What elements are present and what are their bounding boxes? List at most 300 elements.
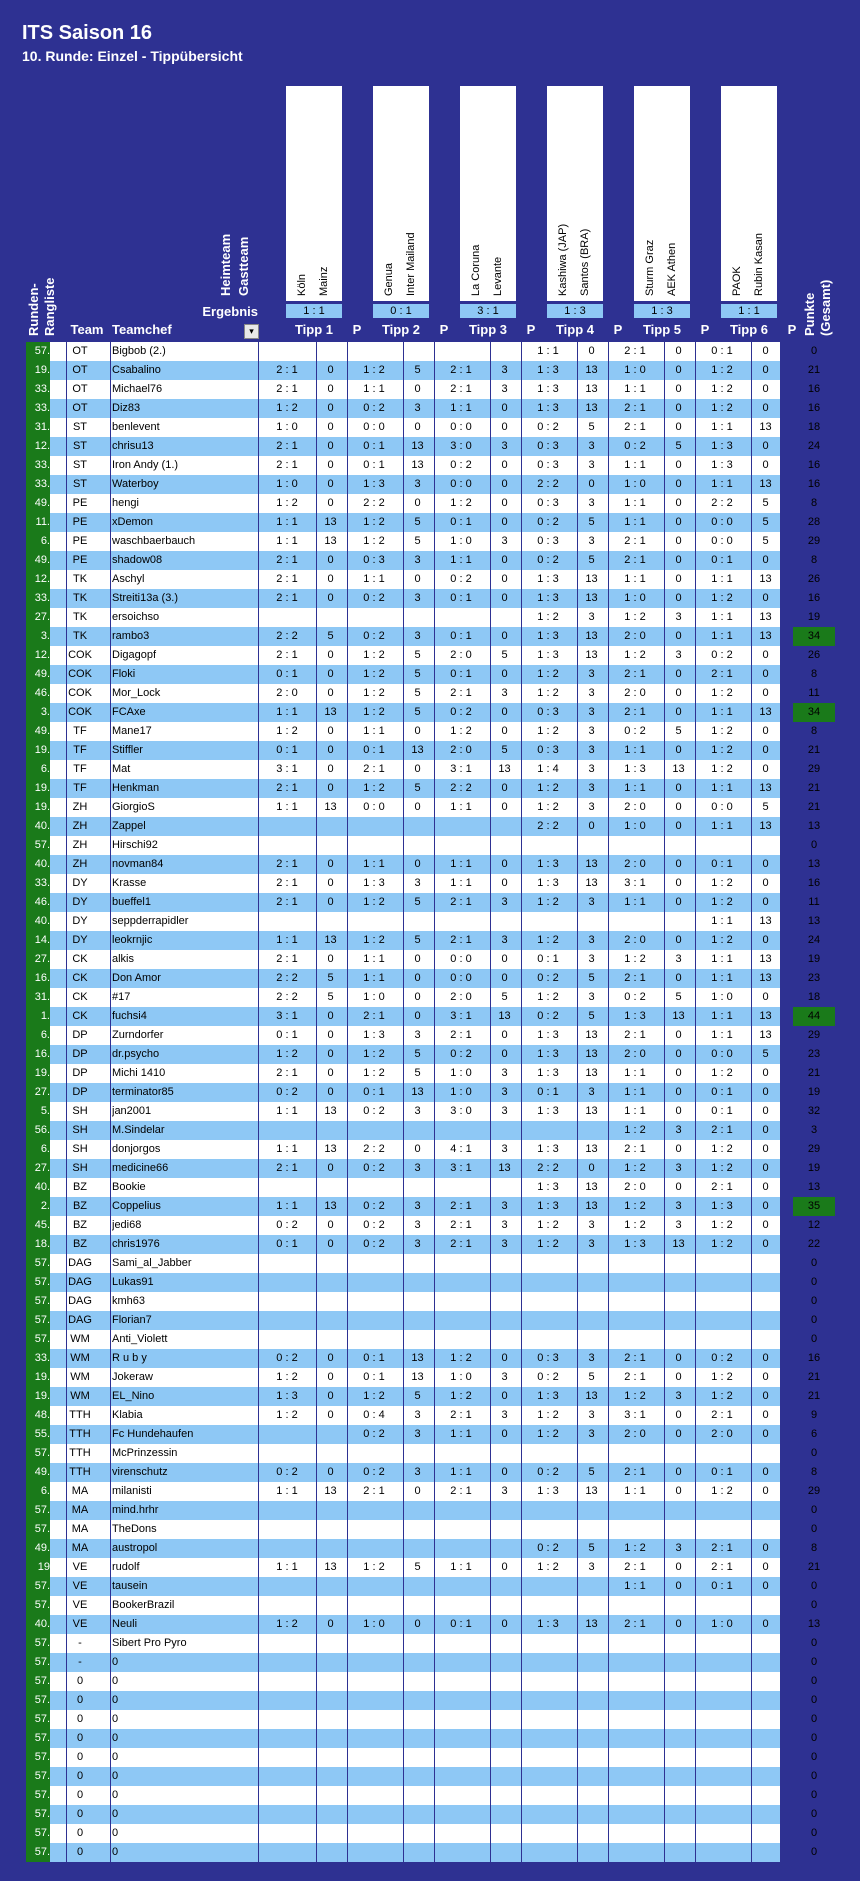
tip-points-cell [664,1748,693,1767]
tip-cell [521,1273,575,1292]
tip-points-cell: 5 [327,972,334,984]
total-points-cell: 0 [810,1276,818,1288]
tip-cell: 1 : 3 [711,440,733,452]
tip-cell [695,1311,749,1330]
points-label: P [613,322,623,337]
tip-points-cell [403,1748,432,1767]
tip-points-cell [490,342,519,361]
tip-cell [260,1767,314,1786]
tip-points-cell [751,1824,780,1843]
tip-cell: 2 : 0 [624,630,646,642]
tip-cell [434,608,488,627]
tip-cell: 0 : 1 [450,1618,472,1630]
tip-cell: 0 : 1 [537,953,559,965]
tip-points-cell: 13 [672,763,685,775]
tip-cell: 1 : 2 [363,706,385,718]
tip-points-cell: 3 [414,1238,421,1250]
tip-cell: 2 : 1 [624,706,646,718]
tip-points-cell: 3 [501,1219,508,1231]
tip-cell [347,1292,401,1311]
total-points-cell: 44 [793,1007,835,1026]
total-points-cell: 0 [810,1257,818,1269]
tip-cell: 0 : 1 [363,440,385,452]
tip-cell [434,1596,488,1615]
tip-cell: 1 : 1 [711,1010,733,1022]
tip-points-cell [316,1653,345,1672]
tip-cell: 2 : 1 [276,858,298,870]
rank-cell: 57. [26,1786,50,1805]
tip-points-cell: 13 [411,459,424,471]
tip-points-cell: 3 [588,535,595,547]
tip-cell: 1 : 1 [624,782,646,794]
team-cell: COK [68,668,92,680]
table-row [26,1710,818,1729]
table-row [26,703,821,722]
tip-points-cell: 0 [762,877,769,889]
total-points-cell: 0 [810,1846,818,1858]
tip-points-cell [316,1748,345,1767]
team-cell: BZ [72,1219,88,1231]
tip-points-cell [403,1634,432,1653]
total-points-cell: 0 [810,1675,818,1687]
team-cell: BZ [72,1181,88,1193]
tip-points-cell: 3 [588,687,595,699]
tip-points-cell: 0 [675,1428,682,1440]
team-cell: SH [72,1124,88,1136]
teamchef-cell: 0 [112,1751,119,1763]
rank-cell: 11. [26,513,50,532]
total-points-cell: 21 [807,1371,821,1383]
tip-points-cell: 5 [588,554,595,566]
tip-cell [695,1596,749,1615]
column-divider [347,342,348,1862]
tip-cell [521,1748,575,1767]
rank-cell: 46. [26,893,50,912]
team-cell: COK [68,649,92,661]
rank-cell: 6. [26,1026,50,1045]
total-points-cell: 24 [807,934,821,946]
tip-points-cell: 0 [327,896,334,908]
tip-points-cell: 13 [585,364,598,376]
table-row [26,779,821,798]
tip-cell: 2 : 1 [450,383,472,395]
tip-cell [347,1634,401,1653]
table-row [26,1216,821,1235]
tip-points-cell: 13 [585,1181,598,1193]
tip-points-cell: 0 [762,1143,769,1155]
tip-points-cell: 0 [414,858,421,870]
tip-cell [347,1729,401,1748]
tip-points-cell: 0 [675,630,682,642]
tip-cell: 2 : 0 [450,744,472,756]
tip-cell [347,1805,401,1824]
match-header-box [460,86,516,301]
tip-cell: 1 : 1 [276,934,298,946]
table-row [26,1349,821,1368]
tip-cell [695,1292,749,1311]
tip-points-cell: 0 [327,592,334,604]
tip-points-cell [316,1330,345,1349]
tip-points-cell: 5 [414,1561,421,1573]
total-points-cell: 21 [807,744,821,756]
tip-cell: 0 : 2 [363,630,385,642]
tip-points-cell: 0 [762,896,769,908]
table-row [26,1178,821,1197]
filter-dropdown-button[interactable]: ▾ [244,324,259,339]
rank-cell: 19. [26,741,50,760]
tip-points-cell [490,1292,519,1311]
tip-cell: 1 : 1 [363,858,385,870]
tip-points-cell: 0 [327,1067,334,1079]
column-divider [110,342,111,1862]
tip-cell: 1 : 2 [624,1390,646,1402]
tip-cell: 1 : 1 [624,1105,646,1117]
teamchef-cell: mind.hrhr [112,1504,159,1516]
tip-points-cell [403,1767,432,1786]
total-points-cell: 34 [793,627,835,646]
tip-points-cell [403,342,432,361]
table-row [26,1482,821,1501]
teamchef-cell: Digagopf [112,649,157,661]
total-points-cell: 24 [807,440,821,452]
tip-cell: 2 : 2 [537,820,559,832]
tip-points-cell: 13 [585,1390,598,1402]
column-divider [258,342,259,1862]
teamchef-cell: BookerBrazil [112,1599,175,1611]
tip-points-cell: 0 [501,1048,508,1060]
tip-cell: 1 : 1 [276,1143,298,1155]
tip-points-cell [316,1520,345,1539]
team-cell: ST [72,459,88,471]
column-gap [780,342,792,1862]
tip-points-cell: 0 [675,934,682,946]
tip-points-cell: 13 [324,706,337,718]
tip-cell [260,608,314,627]
tip-points-cell: 5 [675,725,682,737]
tip-points-cell: 0 [675,1580,682,1592]
tip-points-cell: 3 [501,1371,508,1383]
tip-points-cell: 3 [414,402,421,414]
total-points-cell: 13 [807,858,821,870]
tip-cell: 1 : 1 [276,706,298,718]
tip-points-cell [490,1273,519,1292]
total-points-cell: 32 [807,1105,821,1117]
tip-cell [260,817,314,836]
tip-cell [695,1672,749,1691]
tip-cell: 2 : 1 [624,1561,646,1573]
tip-points-cell [316,608,345,627]
tip-points-cell: 0 [762,1124,769,1136]
rank-cell: 27. [26,950,50,969]
tip-points-cell [316,912,345,931]
tip-cell: 1 : 2 [363,1390,385,1402]
tip-points-cell: 0 [501,554,508,566]
tip-points-cell [316,1501,345,1520]
rank-cell: 3. [26,703,50,722]
tip-points-cell: 3 [501,1105,508,1117]
table-row [26,1615,821,1634]
tip-points-cell [490,1653,519,1672]
rank-cell: 19. [26,779,50,798]
tip-points-cell: 0 [327,383,334,395]
teamchef-cell: Jokeraw [112,1371,153,1383]
gastteam-label: Gastteam [236,236,251,296]
tip-cell: 3 : 1 [450,763,472,775]
team-cell: TTH [69,1409,91,1421]
tip-cell: 0 : 3 [537,744,559,756]
points-label: P [700,322,710,337]
tip-cell: 1 : 2 [363,934,385,946]
rank-cell: 49. [26,1539,50,1558]
teamchef-cell: Zappel [112,820,146,832]
tip-cell: 2 : 1 [624,535,646,547]
tip-cell [260,912,314,931]
tip-points-cell [403,817,432,836]
rank-cell: 19. [26,798,50,817]
tip-points-cell: 13 [585,649,598,661]
tip-cell [347,1767,401,1786]
team-cell: ZH [72,801,88,813]
tip-cell: 0 : 0 [450,421,472,433]
rank-cell: 40. [26,1178,50,1197]
tip-points-cell [316,342,345,361]
team-cell: 0 [76,1789,84,1801]
tip-points-cell: 0 [675,668,682,680]
rank-cell: 19. [26,1387,50,1406]
tip-points-cell: 0 [327,953,334,965]
tip-cell: 2 : 1 [276,1067,298,1079]
tip-points-cell: 13 [498,1010,511,1022]
tip-points-cell: 5 [501,744,508,756]
tip-points-cell: 0 [675,478,682,490]
tip-points-cell [490,1311,519,1330]
team-cell: VE [72,1599,88,1611]
tip-points-cell: 13 [411,1371,424,1383]
tip-points-cell: 0 [675,364,682,376]
tip-cell: 2 : 1 [450,1485,472,1497]
tip-cell: 2 : 0 [624,801,646,813]
teamchef-cell: 0 [112,1675,119,1687]
tip-cell: 1 : 2 [711,364,733,376]
tip-cell: 2 : 0 [276,687,298,699]
table-row [26,893,820,912]
table-row [26,1311,818,1330]
tip-points-cell: 0 [327,459,334,471]
total-points-cell: 21 [807,1067,821,1079]
tip-cell: 2 : 1 [363,763,385,775]
column-divider [403,342,404,1862]
tip-cell [260,1330,314,1349]
tip-cell: 2 : 1 [450,1029,472,1041]
tip-points-cell: 13 [759,1010,772,1022]
tip-points-cell: 0 [501,478,508,490]
tip-cell: 2 : 1 [276,573,298,585]
tip-points-cell [403,1577,432,1596]
table-row [26,399,821,418]
tip-cell: 1 : 2 [363,687,385,699]
tip-points-cell [403,1539,432,1558]
tip-cell: 3 : 0 [450,440,472,452]
total-points-cell: 28 [807,516,821,528]
tip-cell [434,1577,488,1596]
tip-cell [260,1273,314,1292]
team-cell: TF [73,725,87,737]
teamchef-cell: xDemon [112,516,153,528]
teamchef-cell: austropol [112,1542,158,1554]
team-cell: TK [72,573,88,585]
tip-points-cell: 0 [675,554,682,566]
team-cell: TK [72,611,88,623]
table-row [26,1368,821,1387]
tip-points-cell: 0 [414,991,421,1003]
tip-cell: 0 : 2 [363,1219,385,1231]
tip-points-cell: 13 [411,1352,424,1364]
tip-points-cell: 0 [414,1143,421,1155]
tip-cell: 2 : 0 [711,1428,733,1440]
tip-cell: 1 : 2 [537,782,559,794]
result-cell: 0 : 1 [373,304,429,318]
tip-cell [347,1311,401,1330]
teamchef-cell: TheDons [112,1523,157,1535]
tip-points-cell [490,1501,519,1520]
tip-cell [695,1501,749,1520]
tip-points-cell: 0 [762,1428,769,1440]
tip-points-cell: 0 [762,1466,769,1478]
tip-cell: 1 : 2 [624,1542,646,1554]
tip-points-cell: 13 [672,1010,685,1022]
table-row [26,1273,818,1292]
tip-points-cell [316,1843,345,1862]
team-cell: DY [72,877,88,889]
tip-cell [608,1501,662,1520]
team-cell: DP [72,1067,88,1079]
tip-points-cell: 0 [675,1485,682,1497]
table-row [26,874,821,893]
table-row [26,608,821,627]
table-row [26,1406,818,1425]
ergebnis-label: Ergebnis [202,304,258,319]
tip-points-cell: 13 [498,1162,511,1174]
tip-points-cell [490,1539,519,1558]
tip-points-cell: 0 [501,801,508,813]
tip-points-cell [316,1273,345,1292]
tip-cell: 4 : 1 [450,1143,472,1155]
tip-points-cell: 3 [675,1162,682,1174]
teamchef-cell: Klabia [112,1409,143,1421]
tip-cell: 1 : 0 [363,1618,385,1630]
tip-cell [695,1767,749,1786]
tip-cell: 1 : 2 [711,877,733,889]
total-points-cell: 19 [807,953,821,965]
away-team-name: Rubin Kasan [753,233,765,296]
tip-cell [695,1520,749,1539]
table-row [26,1140,821,1159]
rank-cell: 57. [26,1634,50,1653]
tip-cell: 1 : 2 [624,611,646,623]
tip-points-cell: 5 [414,649,421,661]
tip-cell [260,836,314,855]
rank-cell: 55. [26,1425,50,1444]
tip-cell: 1 : 3 [624,763,646,775]
total-points-cell: 29 [807,1485,821,1497]
tip-cell [608,1273,662,1292]
tip-points-cell: 5 [762,1048,769,1060]
tip-points-cell: 0 [501,725,508,737]
rank-cell: 18. [26,1235,50,1254]
tip-cell [347,1330,401,1349]
tip-cell: 2 : 1 [276,649,298,661]
tip-cell: 0 : 2 [276,1466,298,1478]
tip-cell: 2 : 1 [624,554,646,566]
tip-cell [695,1710,749,1729]
tip-points-cell: 0 [762,402,769,414]
tip-cell: 1 : 2 [537,896,559,908]
tip-cell: 0 : 2 [363,1200,385,1212]
table-row [26,760,821,779]
total-points-cell: 12 [807,1219,821,1231]
tip-points-cell [316,1710,345,1729]
tip-points-cell: 13 [411,440,424,452]
tip-points-cell: 13 [585,858,598,870]
tip-cell [521,1767,575,1786]
rank-cell: 33. [26,380,50,399]
total-points-cell: 21 [807,1390,821,1402]
teamchef-cell: #17 [112,991,131,1003]
tip-points-cell [751,1729,780,1748]
tip-cell: 0 : 0 [450,972,472,984]
tip-cell: 2 : 1 [624,421,646,433]
tip-cell [695,1786,749,1805]
tip-points-cell: 0 [762,649,769,661]
table-row [26,437,821,456]
tip-cell: 2 : 1 [363,1485,385,1497]
tip-cell: 1 : 1 [711,953,733,965]
rank-cell: 40. [26,855,50,874]
tip-points-cell: 0 [327,1371,334,1383]
tip-cell: 0 : 1 [363,1352,385,1364]
tip-points-cell: 0 [501,782,508,794]
tip-cell: 2 : 1 [276,459,298,471]
teamchef-cell: M.Sindelar [112,1124,165,1136]
total-points-cell: 23 [807,972,821,984]
team-cell: TF [73,744,87,756]
tip-points-cell: 3 [501,1086,508,1098]
tip-cell: 1 : 1 [624,516,646,528]
total-points-cell: 21 [807,782,821,794]
tip-points-cell: 0 [327,402,334,414]
match-header-box [547,86,603,301]
table-row [26,1235,821,1254]
tip-cell [260,1178,314,1197]
tip-points-cell: 0 [675,972,682,984]
tip-cell: 2 : 1 [624,1371,646,1383]
tip-points-cell: 0 [675,402,682,414]
team-cell: OT [72,345,88,357]
total-points-cell: 11 [808,687,820,699]
tip-cell [434,1729,488,1748]
tip-points-cell: 13 [585,402,598,414]
tip-cell: 0 : 2 [450,573,472,585]
tip-points-cell [751,1596,780,1615]
tip-cell: 1 : 2 [711,1485,733,1497]
tip-points-cell: 0 [501,421,508,433]
tip-points-cell: 3 [588,991,595,1003]
tip-cell: 1 : 2 [537,687,559,699]
tip-cell [260,1691,314,1710]
rank-cell: 19. [26,1064,50,1083]
tip-cell [695,1653,749,1672]
tip-points-cell [664,836,693,855]
